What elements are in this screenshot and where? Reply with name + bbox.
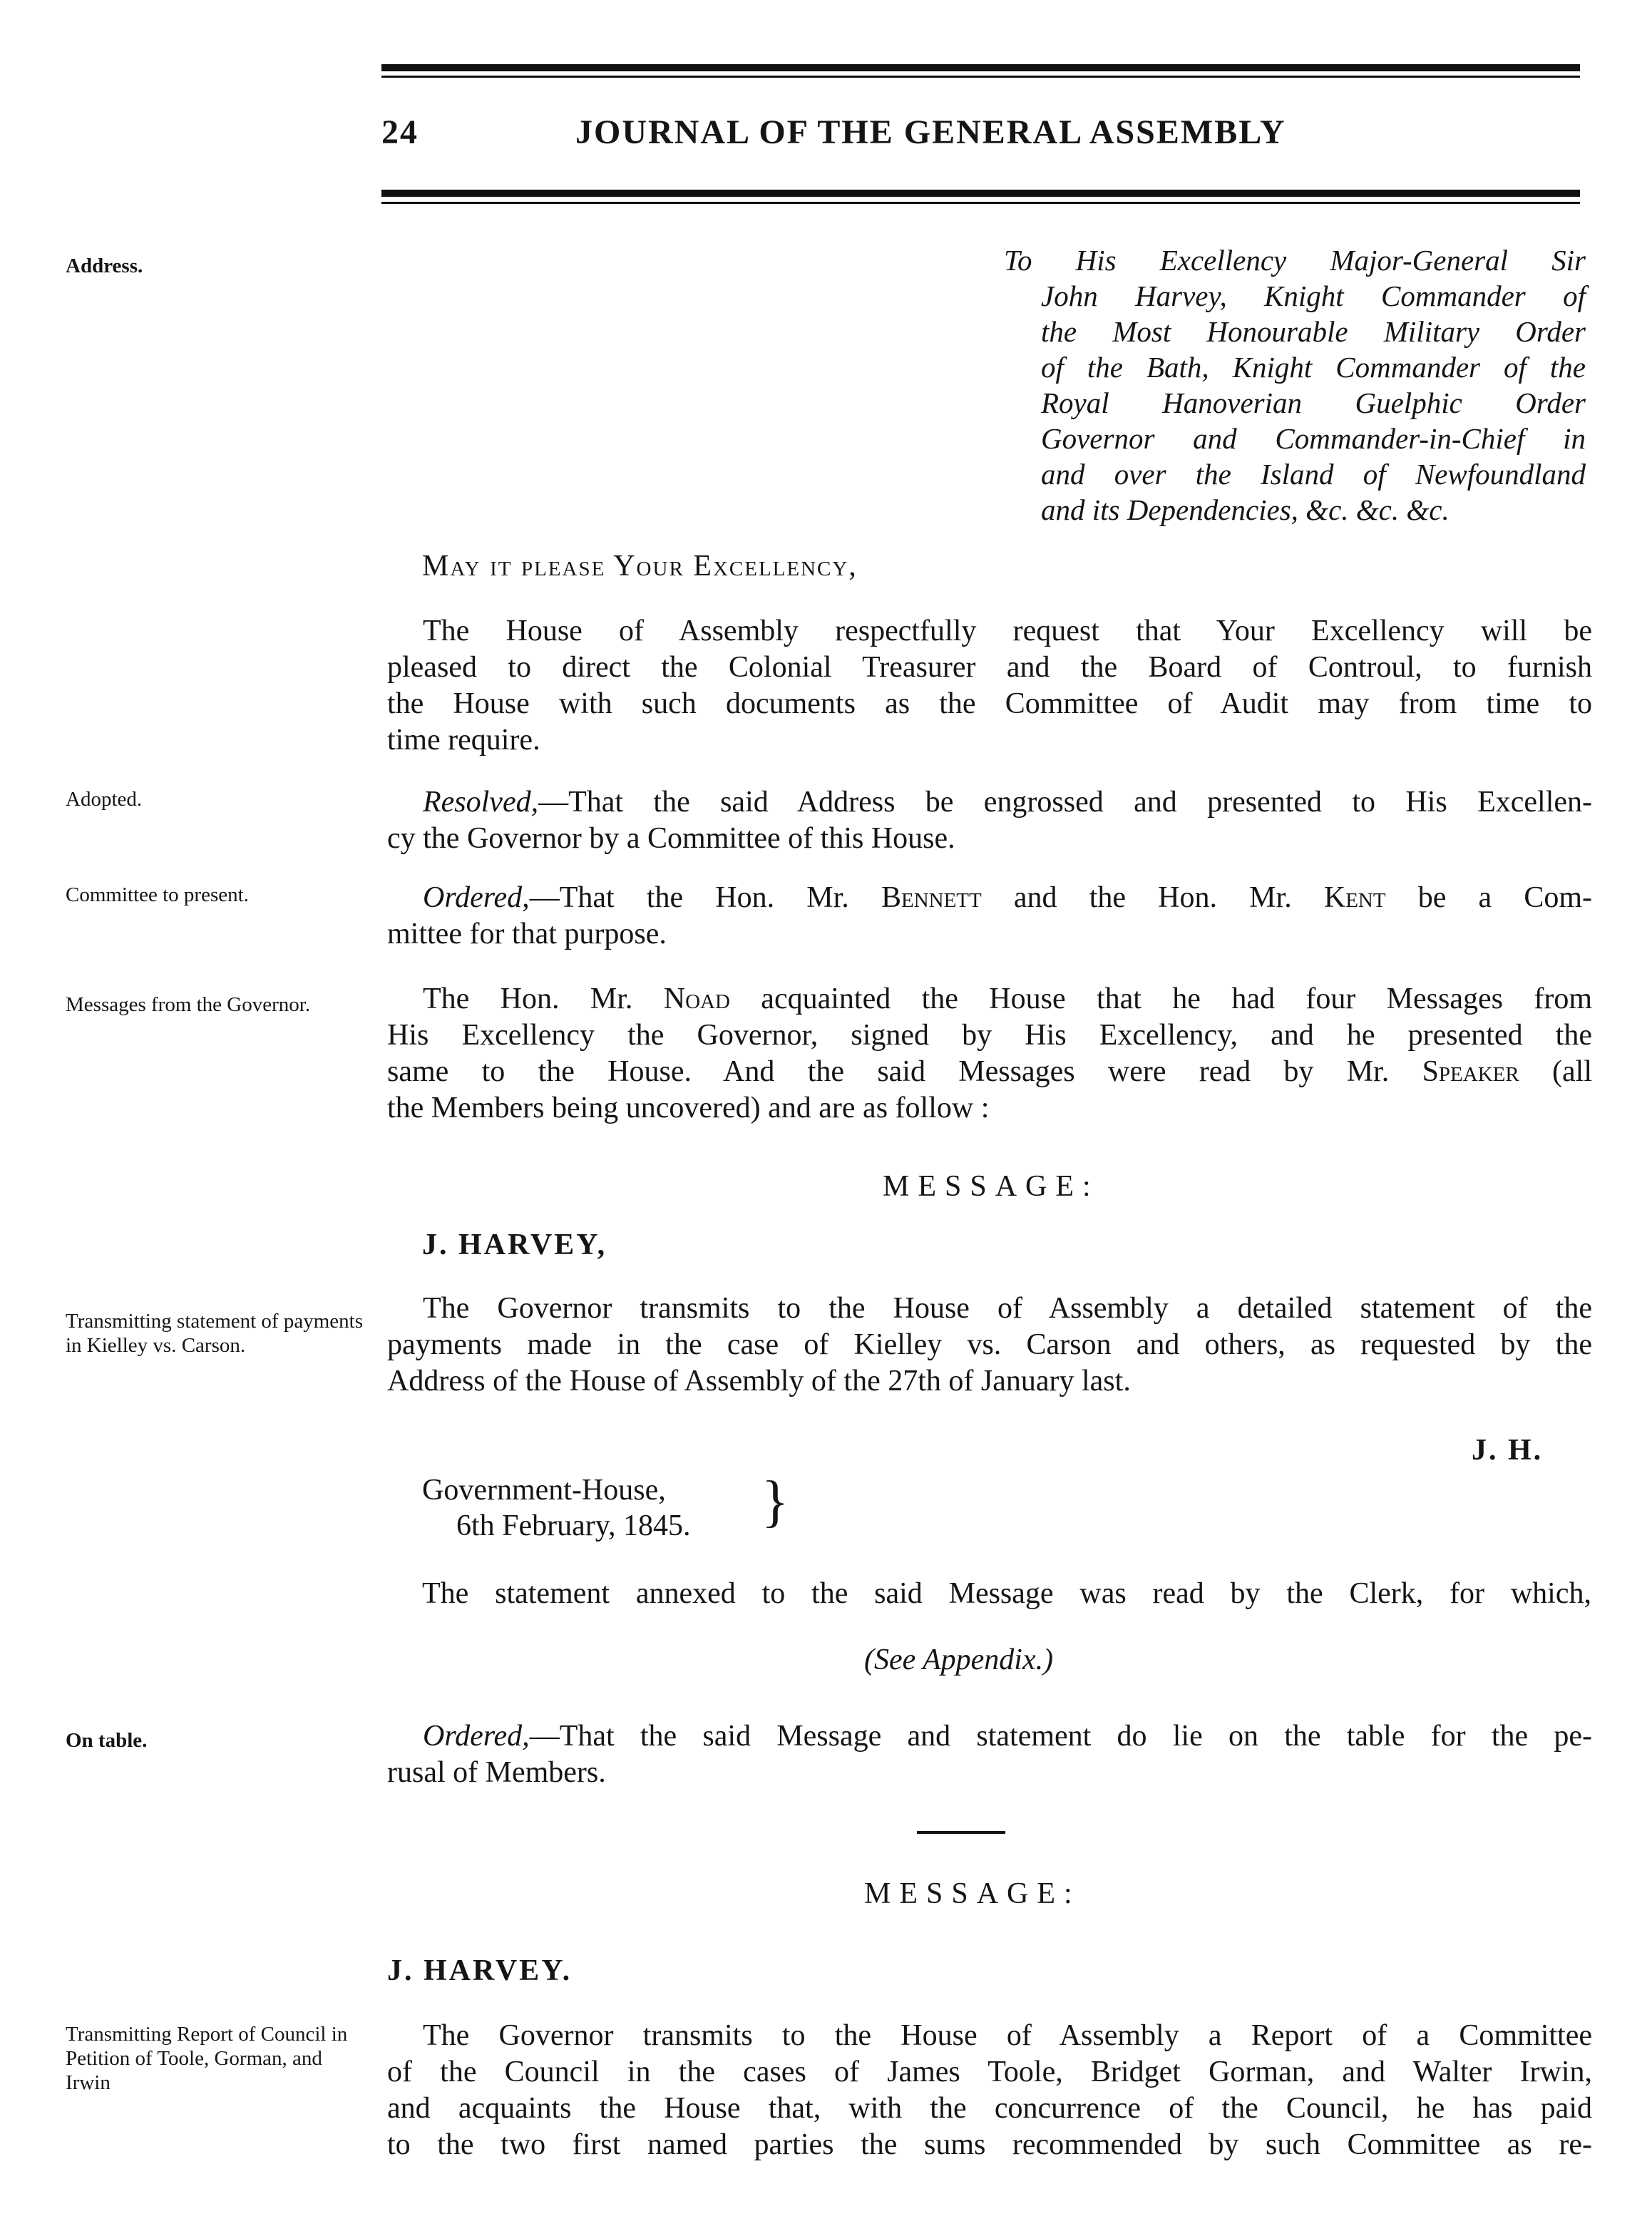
member-name: Bennett [881,881,982,914]
resolved-text: —That the said Address be engrossed and presented to His Excellen- [538,786,1592,819]
message2-line: of the Council in the cases of James Toole, Bridget Gorman, and Walter Irwin, [387,2056,1592,2088]
messages-text: The Hon. Mr. [423,983,664,1015]
address-body [387,613,1592,759]
ordered-text: and the Hon. Mr. [981,881,1324,914]
body-line: the House with such documents as the Committee of Audit may from time to [387,687,1592,720]
ordered-committee-paragraph [387,880,1592,953]
message2-line: and acquaints the House that, with the concurrence of the Council, he has paid [387,2092,1592,2125]
ordered-table-line-1 [387,1718,1592,1755]
messages-text: acquainted the House that he had four Messages from [729,983,1592,1015]
ordered-table-line-2: rusal of Members. [387,1756,606,1789]
message-heading: MESSAGE: [864,1877,1081,1910]
message1-annexed: The statement annexed to the said Message was read by the Clerk, for which, [422,1577,1591,1610]
margin-note-committee: Committee to present. [66,883,249,906]
margin-note-transmitting-statement: Transmitting statement of payments in Kielley vs. Carson. [66,1310,363,1357]
messages-line-2: His Excellency the Governor, signed by His Excellency, and he presented the [387,1019,1592,1052]
margin-note-address: Address. [66,255,143,277]
messages-text: same to the House. And the said Messages were read by Mr. [387,1055,1422,1088]
messages-line-1 [387,981,1592,1017]
ordered-committee-line-2: mittee for that purpose. [387,918,667,950]
speaker-name: Speaker [1422,1055,1519,1088]
margin-note-messages: Messages from the Governor. [66,993,311,1016]
margin-note-transmitting-report: Transmitting Report of Council in Petition of Toole, Gorman, and Irwin [66,2023,348,2094]
message2-line: The Governor transmits to the House of Assembly a Report of a Committee [423,2019,1592,2052]
margin-note-adopted: Adopted. [66,788,143,811]
margin-note-on-table: On table. [66,1729,148,1752]
body-line: time require. [387,724,540,756]
section-divider [917,1831,1005,1834]
salutation: May it please Your Excellency, [422,550,858,583]
member-name: Noad [663,983,730,1015]
ordered-text: be a Com- [1385,881,1593,914]
message2-line: to the two first named parties the sums recommended by such Committee as re- [387,2128,1592,2161]
header-bottom-rule-thick [381,190,1580,197]
header-top-rule-thin [381,76,1580,78]
running-title: JOURNAL OF THE GENERAL ASSEMBLY [575,113,1286,151]
message1-line: payments made in the case of Kielley vs. Carson and others, as requested by the [387,1328,1592,1361]
address-line: To His Excellency Major-General Sir [1004,244,1586,277]
body-line: The House of Assembly respectfully request that Your Excellency will be [423,615,1592,647]
messages-paragraph [387,981,1592,1127]
header-bottom-rule-thin [381,202,1580,204]
message-signature: J. HARVEY, [422,1229,607,1261]
message1-initials: J. H. [1472,1434,1544,1467]
message2-body [387,2018,1592,2163]
resolved-paragraph [387,784,1592,857]
address-line: Governor and Commander-in-Chief in [1041,422,1586,455]
page-number: 24 [381,113,419,151]
resolved-line-1 [387,784,1592,821]
address-line: the Most Honourable Military Order [1041,315,1586,348]
body-line: pleased to direct the Colonial Treasurer and the Board of Controul, to furnish [387,651,1592,684]
address-line: Royal Hanoverian Guelphic Order [1041,386,1586,419]
messages-line-3 [387,1054,1592,1090]
message1-body [387,1291,1592,1400]
messages-text: (all [1519,1055,1593,1088]
resolved-lead: Resolved, [423,786,539,819]
ordered-committee-line-1 [387,880,1592,916]
ordered-lead: Ordered, [423,1720,530,1753]
ordered-lead: Ordered, [423,881,530,914]
ordered-table-paragraph [387,1718,1592,1791]
message1-place: Government-House, [422,1474,666,1507]
message1-line: Address of the House of Assembly of the 27th of January last. [387,1365,1131,1397]
address-line: and over the Island of Newfoundland [1041,458,1586,491]
ordered-text: —That the Hon. Mr. [529,881,881,914]
date-brace: } [761,1470,789,1533]
message1-date: 6th February, 1845. [456,1509,691,1542]
address-line: and its Dependencies, &c. &c. &c. [1041,493,1450,526]
resolved-line-2: cy the Governor by a Committee of this House. [387,822,955,855]
ordered-text: —That the said Message and statement do lie on the table for the pe- [529,1720,1592,1753]
address-line: of the Bath, Knight Commander of the [1041,351,1586,384]
address-heading [1004,242,1586,528]
see-appendix: (See Appendix.) [864,1643,1054,1676]
messages-line-4: the Members being uncovered) and are as follow : [387,1092,990,1124]
message1-line: The Governor transmits to the House of Assembly a detailed statement of the [423,1292,1592,1325]
header-top-rule-thick [381,64,1580,71]
message-signature: J. HARVEY. [387,1954,573,1987]
member-name: Kent [1323,881,1386,914]
address-line: John Harvey, Knight Commander of [1041,279,1586,312]
message-heading: MESSAGE: [883,1170,1099,1203]
